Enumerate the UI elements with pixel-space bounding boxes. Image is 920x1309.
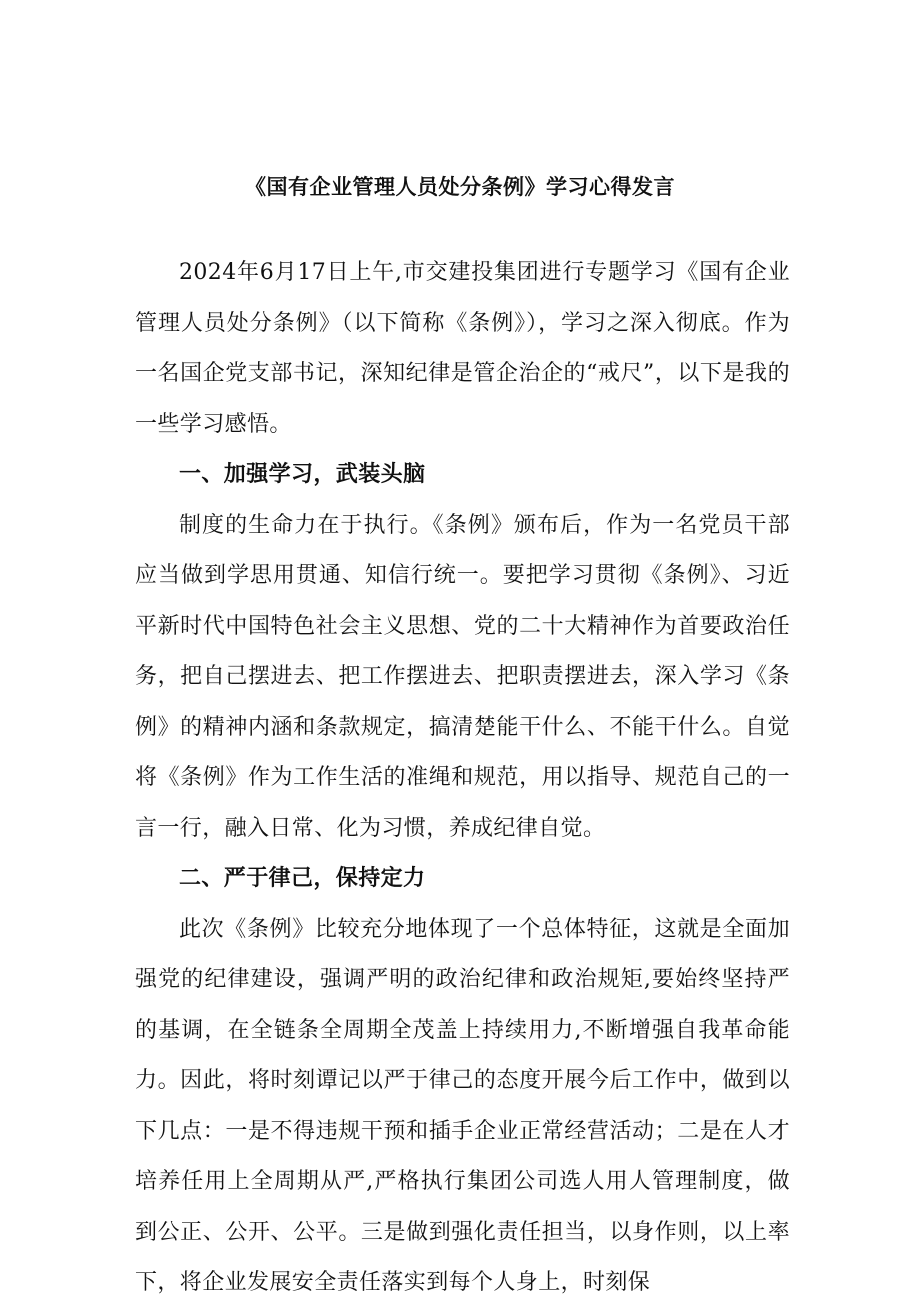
document-body [135,248,790,1309]
intro-paragraph: 2024年6月17日上午,市交建投集团进行专题学习《国有企业管理人员处分条例》（以下简称《条例》），学习之深入彻底。作为一名国企党支部书记，深知纪律是管企治企的“戒尺”，以下是我的一些学习感悟。 [135,260,790,437]
section-2-paragraph: 此次《条例》比较充分地体现了一个总体特征，这就是全面加强党的纪律建设，强调严明的政治纪律和政治规矩,要始终坚持严的基调，在全链条全周期全茂盖上持续用力,不断增强自我革命能力。因此，将时刻谭记以严于律己的态度开展今后工作中，做到以下几点：一是不得违规干预和插手企业正常经营活动；二是在人才培养任用上全周期从严,严格执行集团公司选人用人管理制度，做到公正、公开、公平。三是做到强化责任担当，以身作则，以上率下，将企业发展安全责任落实到每个人身上，时刻保 [135,916,790,1295]
section-1-paragraph: 制度的生命力在于执行。《条例》颁布后，作为一名党员干部应当做到学思用贯通、知信行统一。要把学习贯彻《条例》、习近平新时代中国特色社会主义思想、党的二十大精神作为首要政治任务，把自己摆进去、把工作摆进去、把职责摆进去，深入学习《条例》的精神内涵和条款规定，搞清楚能干什么、不能干什么。自觉将《条例》作为工作生活的准绳和规范，用以指导、规范自己的一言一行，融入日常、化为习惯，养成纪律自觉。 [135,512,790,841]
section-heading-1: 一、加强学习，武装头脑 [179,462,426,487]
section-heading-2: 二、严于律己，保持定力 [179,866,426,891]
document-title: 《国有企业管理人员处分条例》学习心得发言 [245,175,675,199]
